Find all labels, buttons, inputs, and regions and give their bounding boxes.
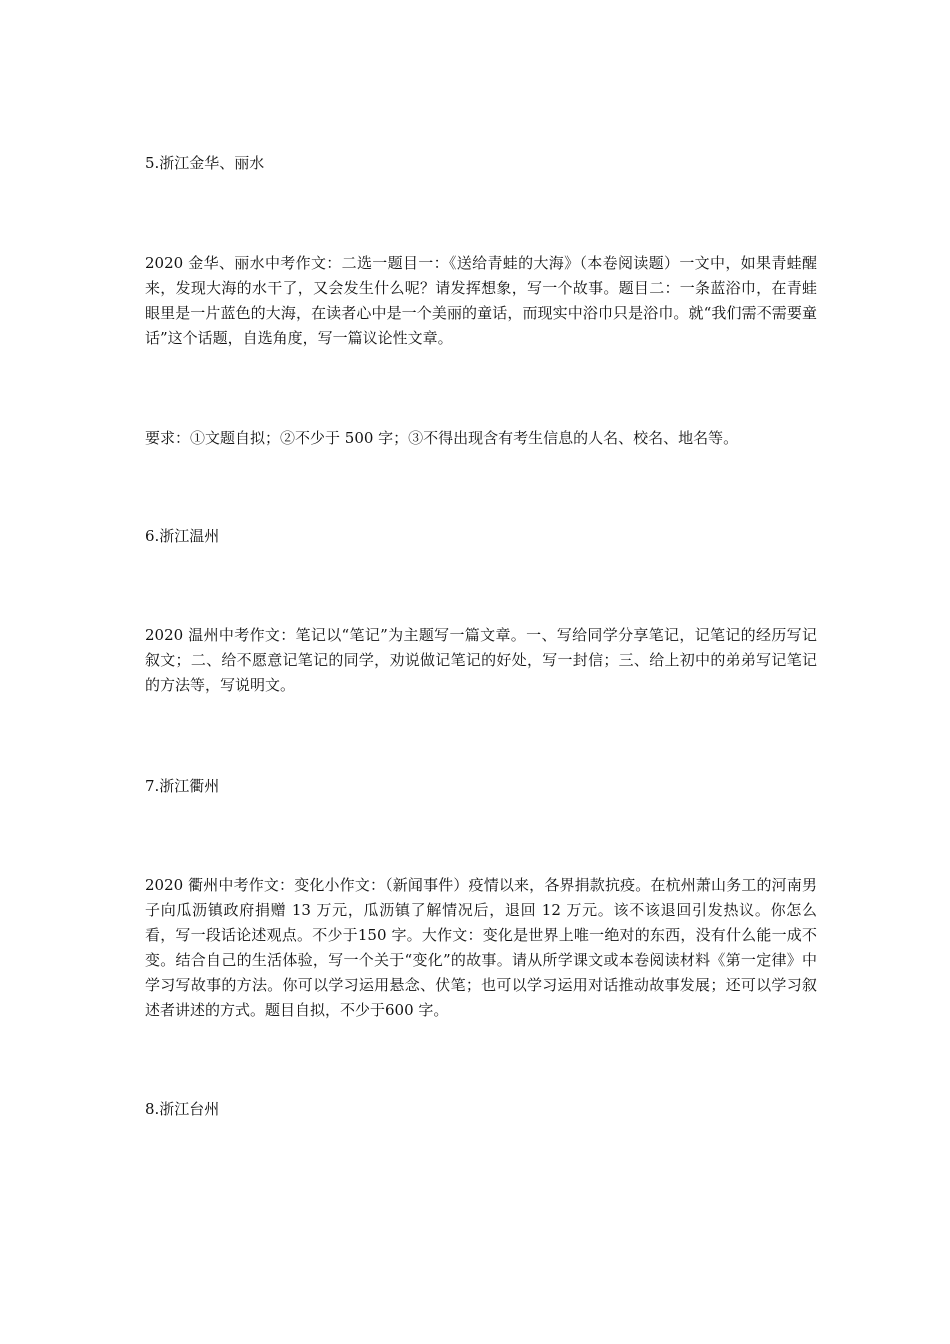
section-heading-taizhou: 8.浙江台州 [145,1100,220,1118]
section-heading-jinhua-lishui: 5.浙江金华、丽水 [145,154,265,172]
section-paragraph: 2020 衢州中考作文：变化小作文：（新闻事件）疫情以来，各界捐款抗疫。在杭州萧山务工的河南男子向瓜沥镇政府捐赠 13 万元，瓜沥镇了解情况后，退回 12 万元。该不该退回引发热议。你怎么看，写一段话论述观点。不少于150 字。大作文：变化是世界上唯一绝对的东西，没有什么能一成不变。结合自己的生活体验，写一个关于“变化”的故事。请从所学课文或本卷阅读材料《第一定律》中学习写故事的方法。你可以学习运用悬念、伏笔；也可以学习运用对话推动故事发展；还可以学习叙述者讲述的方式。题目自拟，不少于600 字。 [145,876,817,1019]
section-heading-wenzhou: 6.浙江温州 [145,527,220,545]
section-paragraph: 2020 温州中考作文：笔记以“笔记”为主题写一篇文章。一、写给同学分享笔记，记笔记的经历写记叙文；二、给不愿意记笔记的同学，劝说做记笔记的好处，写一封信；三、给上初中的弟弟写记笔记的方法等，写说明文。 [145,626,817,694]
section-paragraph: 2020 金华、丽水中考作文：二选一题目一：《送给青蛙的大海》（本卷阅读题）一文中，如果青蛙醒来，发现大海的水干了，又会发生什么呢？请发挥想象，写一个故事。题目二：一条蓝浴巾，在青蛙眼里是一片蓝色的大海，在读者心中是一个美丽的童话，而现实中浴巾只是浴巾。就“我们需不需要童话”这个话题，自选角度，写一篇议论性文章。 [145,254,817,347]
section-requirements: 要求：①文题自拟；②不少于 500 字；③不得出现含有考生信息的人名、校名、地名等。 [145,429,739,447]
section-heading-quzhou: 7.浙江衢州 [145,777,220,795]
